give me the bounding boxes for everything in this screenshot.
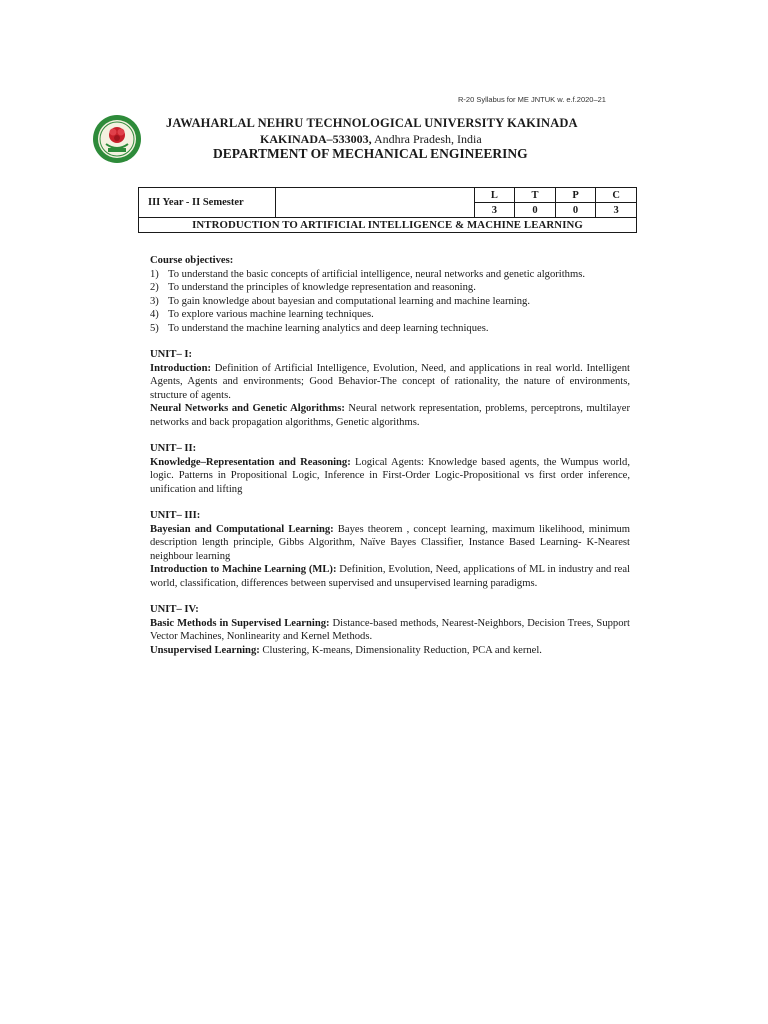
unit-title: UNIT– I:: [150, 349, 193, 361]
syllabus-note: R-20 Syllabus for ME JNTUK w. e.f.2020–21: [458, 95, 606, 104]
unit-title: UNIT– IV:: [150, 604, 199, 616]
unit-paragraph: Introduction: Definition of Artificial Intelligence, Evolution, Need, and applications in real world. Intelligent Agents, Agents and environments; Good Behavior-The concept of rationality, the nature of environments, structure of agents.: [150, 362, 630, 401]
syllabus-body: [150, 254, 630, 657]
objective-item: 5) To understand the machine learning analytics and deep learning techniques.: [150, 322, 489, 334]
objective-item: 1) To understand the basic concepts of artificial intelligence, neural networks and genetic algorithms.: [150, 268, 585, 280]
col-l: L: [474, 188, 515, 203]
unit-title: UNIT– II:: [150, 443, 197, 455]
unit-paragraph: Bayesian and Computational Learning: Bayes theorem , concept learning, maximum likelihood, minimum description length principle, Gibbs Algorithm, Naïve Bayes Classifier, Instance Based Learning- K-Nearest neighbour learning: [150, 523, 630, 562]
course-ltpc-table: [138, 187, 637, 233]
col-c: C: [596, 188, 637, 203]
val-c: 3: [596, 203, 637, 218]
department-name: DEPARTMENT OF MECHANICAL ENGINEERING: [213, 146, 528, 161]
university-name: JAWAHARLAL NEHRU TECHNOLOGICAL UNIVERSITY KAKINADA: [166, 116, 578, 130]
blank-cell: [275, 188, 474, 218]
unit-paragraph: Knowledge–Representation and Reasoning: Logical Agents: Knowledge based agents, the Wumpus world, logic. Patterns in Propositional Logic, Inference in First-Order Logic-Propositional vs first order inference, unification and lifting: [150, 456, 630, 495]
col-p: P: [555, 188, 596, 203]
university-seal-icon: [92, 114, 142, 164]
objective-item: 2) To understand the principles of knowledge representation and reasoning.: [150, 282, 476, 294]
val-t: 0: [515, 203, 556, 218]
objectives-heading: Course objectives:: [150, 255, 234, 266]
objective-item: 3) To gain knowledge about bayesian and computational learning and machine learning.: [150, 295, 530, 307]
val-p: 0: [555, 203, 596, 218]
val-l: 3: [474, 203, 515, 218]
university-address: KAKINADA–533003, Andhra Pradesh, India: [260, 132, 482, 146]
unit-paragraph: Basic Methods in Supervised Learning: Distance-based methods, Nearest-Neighbors, Decision Trees, Support Vector Machines, Nonlinearity and Kernel Methods.: [150, 617, 630, 643]
course-title: INTRODUCTION TO ARTIFICIAL INTELLIGENCE & MACHINE LEARNING: [139, 218, 637, 233]
unit-title: UNIT– III:: [150, 510, 201, 521]
unit-paragraph: Unsupervised Learning: Clustering, K-means, Dimensionality Reduction, PCA and kernel.: [150, 644, 542, 656]
unit-paragraph: Neural Networks and Genetic Algorithms: Neural network representation, problems, perceptrons, multilayer networks and back propagation algorithms, Genetic algorithms.: [150, 403, 630, 429]
objective-item: 4) To explore various machine learning techniques.: [150, 309, 374, 321]
year-semester-cell: III Year - II Semester: [139, 188, 276, 218]
col-t: T: [515, 188, 556, 203]
unit-paragraph: Introduction to Machine Learning (ML): Definition, Evolution, Need, applications of ML in industry and real world, classification, differences between supervised and unsupervised learning paradigms.: [150, 564, 630, 589]
